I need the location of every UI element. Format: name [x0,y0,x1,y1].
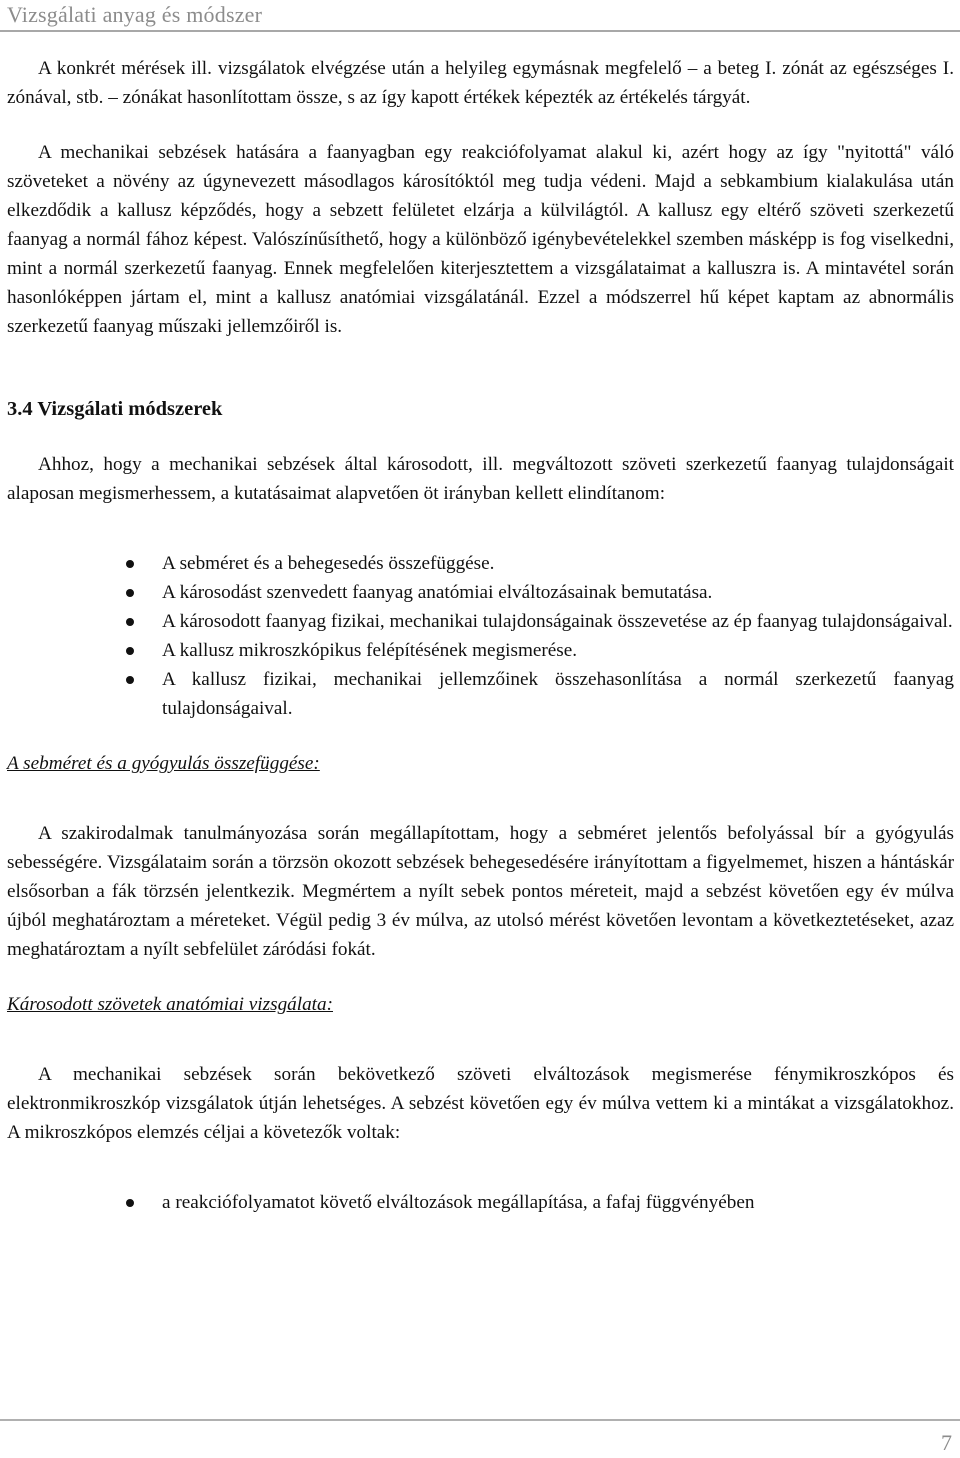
list-item-text: A kallusz fizikai, mechanikai jellemzőinek összehasonlítása a normál szerkezetű faanyag tulajdonságaival. [162,669,954,719]
header-divider [0,30,960,32]
spacer [7,508,954,549]
paragraph-callus: A mechanikai sebzések hatására a faanyagban egy reakciófolyamat alakul ki, azért hogy az így "nyitottá" váló szöveteket a növény az úgynevezett másodlagos károsítóktól meg tudja védeni. Majd a sebkambium kialakulása után elkezdődik a kallusz képződés, hogy a sebzett felületet elzárja a külvilágtól. A kallusz egy eltérő szöveti szerkezetű faanyag a normál fához képest. Valószínűsíthető, hogy a különböző igénybevételekkel szemben másképp is fog viselkedni, mint a normál szerkezetű faanyag. Ennek megfelelően kiterjesztettem a vizsgálataimat a kalluszra is. A mintavétel során hasonlóképpen jártam el, mint a kallusz anatómiai vizsgálatánál. Ezzel a módszerrel hű képet kaptam az abnormális szerkezetű faanyag műszaki jellemzőiről is. [7,142,954,337]
list-item-text: A károsodott faanyag fizikai, mechanikai tulajdonságainak összevetése az ép faanyag tulajdonságaival. [162,611,953,632]
list-item [162,607,954,636]
paragraph-wound-size: A szakirodalmak tanulmányozása során megállapítottam, hogy a sebméret jelentős befolyással bír a gyógyulás sebességére. Vizsgálataim során a törzsön okozott sebzések behegesedésére irányítottam a figyelmemet, hiszen a hántáskár elsősorban a fák törzsén jelentkezik. Megmértem a nyílt sebek pontos méreteit, majd a sebzést követően egy év múlva újból meghatároztam a méreteket. Végül pedig 3 év múlva, az utolsó mérést követően levontam a következtetéseket, azaz meghatároztam a nyílt sebfelület záródási fokát. [7,823,954,960]
bullet-icon [126,1199,134,1207]
spacer [7,723,954,749]
bullet-icon [126,560,134,568]
header-title: Vizsgálati anyag és módszer [7,2,263,27]
section-heading: 3.4 Vizsgálati módszerek [7,398,223,420]
document-body [7,54,954,1217]
spacer [7,112,954,138]
list-item [162,1188,954,1217]
paragraph-comparison: A konkrét mérések ill. vizsgálatok elvégzése után a helyileg egymásnak megfelelő – a beteg I. zónát az egészséges I. zónával, stb. – zónákat hasonlítottam össze, s az így kapott értékek képezték az értékelés tárgyát. [7,58,954,108]
bullet-icon [126,676,134,684]
list-item [162,578,954,607]
list-item-text: A kallusz mikroszkópikus felépítésének megismerése. [162,640,578,661]
spacer [7,1147,954,1188]
spacer [7,424,954,450]
microscopy-goals-list [7,1188,954,1217]
subheading-wound-size: A sebméret és a gyógyulás összefüggése: [7,753,320,774]
list-item [162,549,954,578]
paragraph-microscopy: A mechanikai sebzések során bekövetkező szöveti elváltozások megismerése fénymikroszkópos és elektronmikroszkóp vizsgálatok útján lehetséges. A sebzést követően egy év múlva vettem ki a mintákat a vizsgálatokhoz. A mikroszkópos elemzés céljai a követezők voltak: [7,1064,954,1143]
page-header [0,0,960,34]
spacer [7,1019,954,1060]
bullet-icon [126,589,134,597]
bullet-icon [126,647,134,655]
spacer [7,964,954,990]
list-item-text: A károsodást szenvedett faanyag anatómiai elváltozásainak bemutatása. [162,582,713,603]
spacer [7,778,954,819]
paragraph-research-directions: Ahhoz, hogy a mechanikai sebzések által károsodott, ill. megváltozott szöveti szerkezetű faanyag tulajdonságait alaposan megismerhessem, a kutatásaimat alapvetően öt irányban kellett elindítanom: [7,454,954,504]
list-item-text: A sebméret és a behegesedés összefüggése. [162,553,495,574]
research-directions-list [7,549,954,723]
bullet-icon [126,618,134,626]
list-item [162,636,954,665]
spacer [7,341,954,395]
subheading-anatomy: Károsodott szövetek anatómiai vizsgálata: [7,994,333,1015]
page-number: 7 [941,1430,952,1455]
list-item [162,665,954,723]
footer-divider [0,1419,960,1421]
list-item-text: a reakciófolyamatot követő elváltozások megállapítása, a fafaj függvényében [162,1192,755,1213]
